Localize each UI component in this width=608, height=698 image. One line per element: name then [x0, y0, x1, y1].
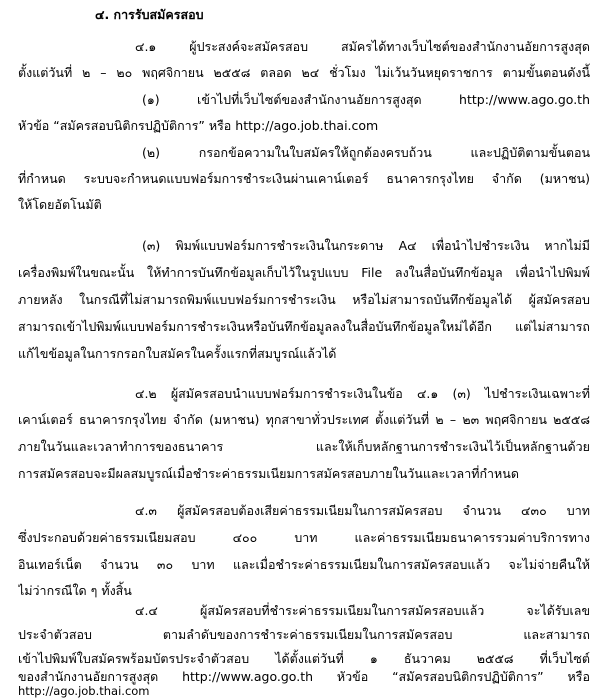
paragraph-line: อินเทอร์เน็ต จำนวน ๓๐ บาท และเมื่อชำระค่าธรรมเนียมในการสมัครสอบแล้ว จะไม่จ่ายคืนให้ — [18, 557, 590, 572]
paragraph-line: แก้ไขข้อมูลในการกรอกใบสมัครในครั้งแรกที่สมบูรณ์แล้วได้ — [18, 346, 337, 361]
paragraph-line: เข้าไปพิมพ์ใบสมัครพร้อมบัตรประจำตัวสอบ ได้ตั้งแต่วันที่ ๑ ธันวาคม ๒๕๕๘ ที่เว็บไซต์ — [18, 651, 590, 666]
paragraph-line: http://ago.job.thai.com — [18, 684, 150, 698]
paragraph-line: ๔.๔ ผู้สมัครสอบที่ชำระค่าธรรมเนียมในการสมัครสอบแล้ว จะได้รับเลข — [135, 603, 590, 618]
paragraph-line: การสมัครสอบจะมีผลสมบูรณ์เมื่อชำระค่าธรรมเนียมการสมัครสอบภายในวันและเวลาที่กำหนด — [18, 466, 519, 481]
paragraph-line: ๔.๓ ผู้สมัครสอบต้องเสียค่าธรรมเนียมในการสมัครสอบ จำนวน ๔๓๐ บาท — [135, 503, 590, 518]
paragraph-line: ๔.๒ ผู้สมัครสอบนำแบบฟอร์มการชำระเงินในข้อ ๔.๑ (๓) ไปชำระเงินเฉพาะที่ — [135, 386, 590, 401]
paragraph-line: ภายหลัง ในกรณีที่ไม่สามารถพิมพ์แบบฟอร์มการชำระเงิน หรือไม่สามารถบันทึกข้อมูลได้ ผู้สมัครสอบ — [18, 292, 590, 307]
paragraph-line: เคาน์เตอร์ ธนาคารกรุงไทย จำกัด (มหาชน) ทุกสาขาทั่วประเทศ ตั้งแต่วันที่ ๒ – ๒๓ พฤศจิกายน ๒๕๕๘ — [18, 412, 590, 427]
paragraph-line: ๔.๑ ผู้ประสงค์จะสมัครสอบ สมัครได้ทางเว็บไซต์ของสำนักงานอัยการสูงสุด — [135, 39, 590, 54]
paragraph-line: หัวข้อ “สมัครสอบนิติกรปฏิบัติการ” หรือ http://ago.job.thai.com — [18, 118, 379, 133]
section-heading: ๔. การรับสมัครสอบ — [95, 7, 204, 22]
paragraph-line: ซึ่งประกอบด้วยค่าธรรมเนียมสอบ ๔๐๐ บาท และค่าธรรมเนียมธนาคารรวมค่าบริการทาง — [18, 530, 590, 545]
paragraph-line: (๑) เข้าไปที่เว็บไซต์ของสำนักงานอัยการสูงสุด http://www.ago.go.th — [142, 92, 590, 107]
paragraph-line: ไม่ว่ากรณีใด ๆ ทั้งสิ้น — [18, 583, 132, 598]
paragraph-line: ประจำตัวสอบ ตามลำดับของการชำระค่าธรรมเนียมในการสมัครสอบ และสามารถ — [18, 627, 590, 642]
paragraph-line: สามารถเข้าไปพิมพ์แบบฟอร์มการชำระเงินหรือบันทึกข้อมูลลงในสื่อบันทึกข้อมูลใหม่ได้อีก แต่ไม่สามารถ — [18, 319, 590, 334]
paragraph-line: ภายในวันและเวลาทำการของธนาคาร และให้เก็บหลักฐานการชำระเงินไว้เป็นหลักฐานด้วย — [18, 439, 590, 454]
paragraph-line: ของสำนักงานอัยการสูงสุด http://www.ago.go.th หัวข้อ “สมัครสอบนิติกรปฏิบัติการ” หรือ — [18, 669, 590, 684]
paragraph-line: เครื่องพิมพ์ในขณะนั้น ให้ทำการบันทึกข้อมูลเก็บไว้ในรูปแบบ File ลงในสื่อบันทึกข้อมูล เพื่อนำไปพิมพ์ — [18, 265, 590, 280]
paragraph-line: ที่กำหนด ระบบจะกำหนดแบบฟอร์มการชำระเงินผ่านเคาน์เตอร์ ธนาคารกรุงไทย จำกัด (มหาชน) — [18, 171, 590, 186]
paragraph-line: ให้โดยอัตโนมัติ — [18, 197, 102, 212]
paragraph-line: ตั้งแต่วันที่ ๒ – ๒๐ พฤศจิกายน ๒๕๕๘ ตลอด ๒๔ ชั่วโมง ไม่เว้นวันหยุดราชการ ตามขั้นตอนดังนี้ — [18, 65, 590, 80]
paragraph-line: (๓) พิมพ์แบบฟอร์มการชำระเงินในกระดาษ A๔ เพื่อนำไปชำระเงิน หากไม่มี — [142, 238, 590, 253]
paragraph-line: (๒) กรอกข้อความในใบสมัครให้ถูกต้องครบถ้วน และปฏิบัติตามขั้นตอน — [142, 145, 590, 160]
